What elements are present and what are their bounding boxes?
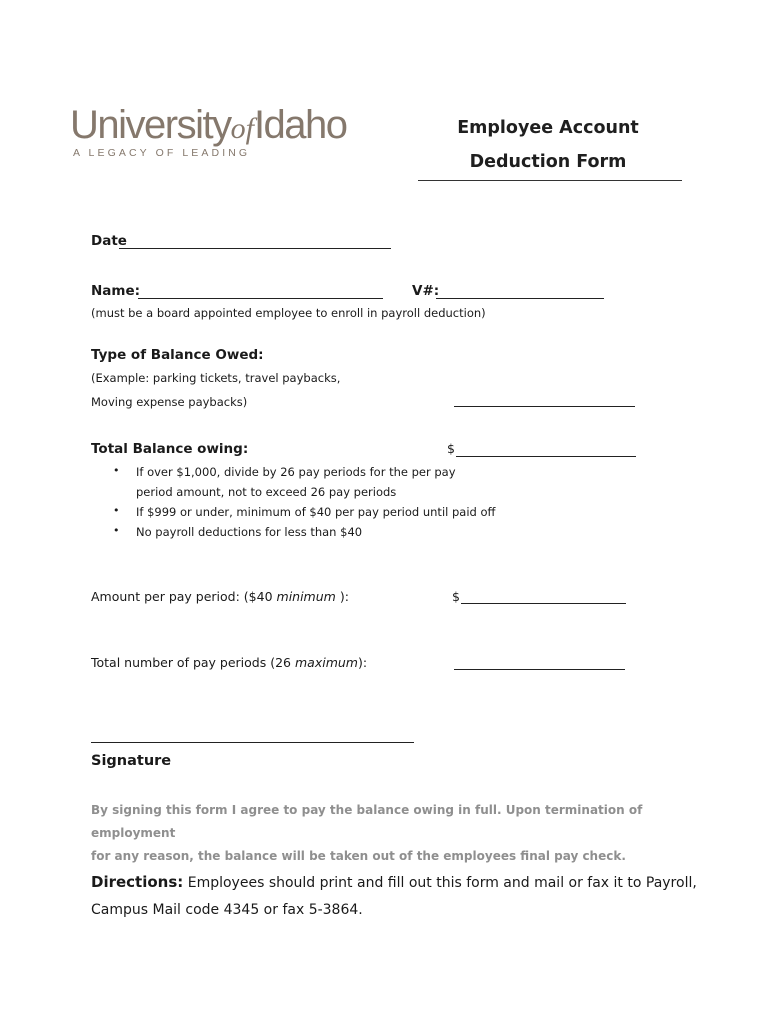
amount-per-period-field[interactable]: [461, 603, 626, 604]
balance-type-example-line1: (Example: parking tickets, travel paybacks,: [91, 371, 341, 385]
total-balance-field[interactable]: [456, 456, 636, 457]
logo-wordmark: [70, 103, 347, 151]
form-title-line2: Deduction Form: [469, 152, 627, 172]
vnumber-field[interactable]: [436, 298, 604, 299]
directions: [91, 869, 711, 924]
periods-label-suffix: ):: [357, 655, 368, 670]
total-balance-dollar-sign: $: [447, 441, 455, 456]
university-logo: [70, 103, 410, 165]
name-field[interactable]: [138, 298, 383, 299]
total-periods-label: [91, 655, 367, 670]
balance-type-example-line2: Moving expense paybacks): [91, 395, 248, 409]
logo-word-university: University: [70, 103, 231, 147]
title-underline: [418, 180, 682, 181]
balance-rule-2: If $999 or under, minimum of $40 per pay period until paid off: [136, 505, 496, 519]
amount-per-period-label: [91, 589, 349, 604]
balance-type-field[interactable]: [454, 406, 635, 407]
vnumber-label: V#:: [412, 283, 440, 299]
balance-rule-1: If over $1,000, divide by 26 pay periods for the per pay: [136, 465, 456, 479]
amount-label-suffix: ):: [335, 589, 349, 604]
periods-label-prefix: Total number of pay periods (26: [91, 655, 295, 670]
bullet-dot: •: [113, 524, 120, 537]
signature-agreement: [91, 799, 691, 868]
date-label: Date: [91, 233, 127, 249]
bullet-dot: •: [113, 504, 120, 517]
balance-type-heading: Type of Balance Owed:: [91, 347, 264, 363]
directions-text-line1: Employees should print and fill out this form and mail or fax it to Payroll,: [183, 875, 697, 891]
signature-label: Signature: [91, 753, 172, 769]
name-label: Name:: [91, 283, 141, 299]
name-note: (must be a board appointed employee to enroll in payroll deduction): [91, 306, 486, 320]
logo-tagline: A LEGACY OF LEADING: [73, 147, 251, 159]
amount-dollar-sign: $: [452, 589, 460, 604]
total-periods-field[interactable]: [454, 669, 625, 670]
balance-rule-3: No payroll deductions for less than $40: [136, 525, 363, 539]
signature-field[interactable]: [91, 742, 414, 743]
amount-label-minimum: minimum: [276, 589, 336, 604]
total-balance-heading: Total Balance owing:: [91, 441, 249, 457]
agreement-line2: for any reason, the balance will be taken out of the employees final pay check.: [91, 849, 626, 863]
directions-text-line2: Campus Mail code 4345 or fax 5-3864.: [91, 902, 363, 918]
form-title-line1: Employee Account: [457, 118, 639, 138]
agreement-line1: By signing this form I agree to pay the balance owing in full. Upon termination of employment: [91, 803, 643, 840]
directions-line1: [91, 869, 711, 897]
balance-rule-1-cont: period amount, not to exceed 26 pay periods: [136, 485, 397, 499]
periods-label-maximum: maximum: [294, 655, 358, 670]
date-field[interactable]: [119, 248, 391, 249]
directions-label: Directions:: [91, 873, 184, 891]
logo-word-of: of: [230, 112, 254, 145]
bullet-dot: •: [113, 464, 120, 477]
amount-label-prefix: Amount per pay period: ($40: [91, 589, 277, 604]
logo-word-idaho: Idaho: [253, 103, 347, 147]
